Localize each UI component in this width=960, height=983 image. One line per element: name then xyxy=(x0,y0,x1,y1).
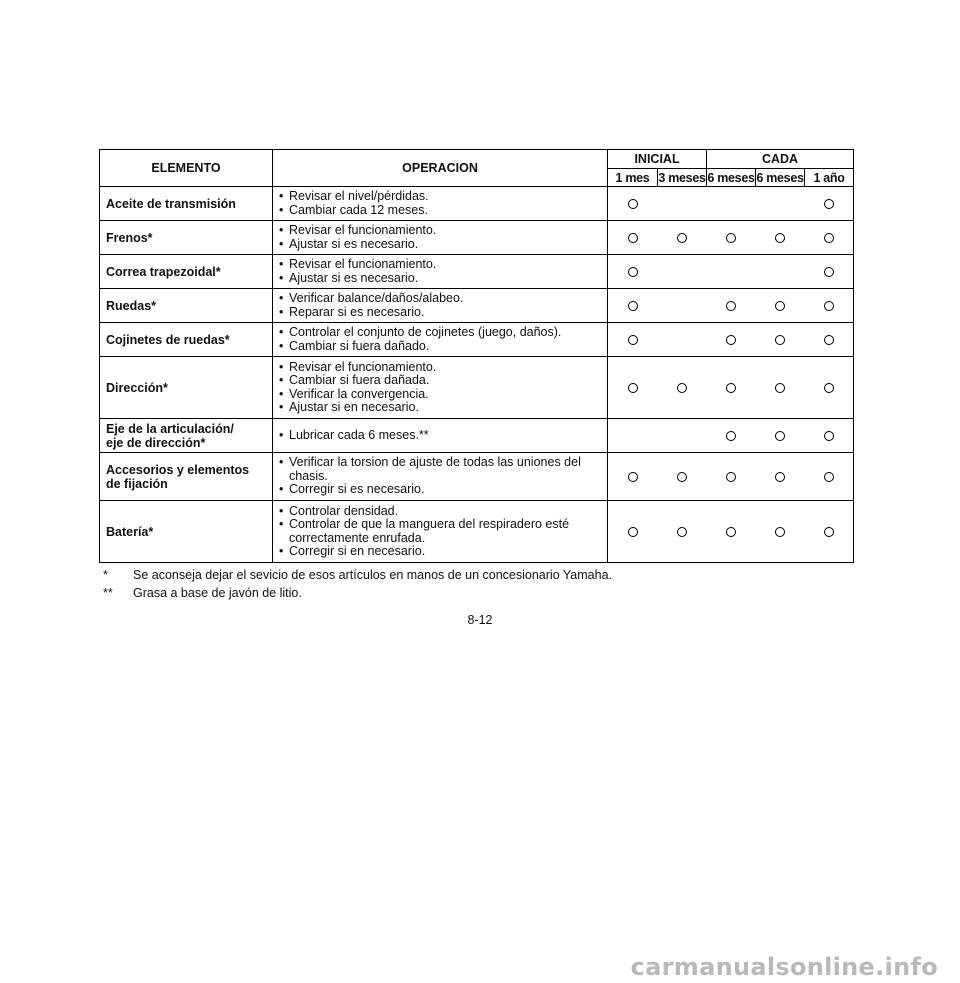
circle-mark-icon xyxy=(775,233,785,243)
interval-cell xyxy=(608,289,658,323)
operation-item: • Controlar de que la manguera del respiradero esté correctamente enrufada. xyxy=(279,518,603,545)
table-row xyxy=(100,221,854,255)
circle-mark-icon xyxy=(677,527,687,537)
operation-item: • Controlar el conjunto de cojinetes (juego, daños). xyxy=(279,326,603,340)
interval-cell xyxy=(707,323,756,357)
interval-cell xyxy=(658,187,707,221)
circle-mark-icon xyxy=(628,383,638,393)
table-row xyxy=(100,187,854,221)
elemento-line: Accesorios y elementos xyxy=(106,462,250,477)
interval-cell xyxy=(707,501,756,563)
row-operacion xyxy=(273,453,608,501)
operation-item: • Cambiar si fuera dañada. xyxy=(279,374,603,388)
interval-cell xyxy=(608,255,658,289)
circle-mark-icon xyxy=(677,383,687,393)
operation-list xyxy=(279,190,603,217)
table-row xyxy=(100,357,854,419)
elemento-line: Correa trapezoidal* xyxy=(106,264,221,279)
interval-cell xyxy=(608,187,658,221)
footnote-mark: * xyxy=(103,568,108,582)
elemento-line: Ruedas* xyxy=(106,298,157,313)
interval-cell xyxy=(707,255,756,289)
circle-mark-icon xyxy=(824,199,834,209)
circle-mark-icon xyxy=(824,527,834,537)
circle-mark-icon xyxy=(775,472,785,482)
row-elemento xyxy=(100,357,273,419)
circle-mark-icon xyxy=(628,301,638,311)
interval-cell xyxy=(658,419,707,453)
interval-cell xyxy=(805,255,854,289)
circle-mark-icon xyxy=(677,472,687,482)
interval-cell xyxy=(805,323,854,357)
row-operacion xyxy=(273,289,608,323)
elemento-line: Cojinetes de ruedas* xyxy=(106,332,230,347)
interval-cell xyxy=(805,289,854,323)
table-row xyxy=(100,255,854,289)
elemento-line: Dirección* xyxy=(106,380,168,395)
interval-cell xyxy=(805,221,854,255)
interval-cell xyxy=(608,501,658,563)
interval-cell xyxy=(707,357,756,419)
interval-cell xyxy=(756,255,805,289)
interval-cell xyxy=(608,221,658,255)
row-operacion xyxy=(273,323,608,357)
header-interval-5: 1 año xyxy=(805,169,854,187)
circle-mark-icon xyxy=(824,233,834,243)
row-operacion xyxy=(273,501,608,563)
header-interval-4: 6 meses xyxy=(756,170,804,185)
interval-cell xyxy=(756,357,805,419)
row-operacion xyxy=(273,419,608,453)
circle-mark-icon xyxy=(726,233,736,243)
interval-cell xyxy=(658,501,707,563)
row-elemento xyxy=(100,255,273,289)
row-elemento xyxy=(100,323,273,357)
circle-mark-icon xyxy=(677,233,687,243)
circle-mark-icon xyxy=(775,431,785,441)
table-row xyxy=(100,453,854,501)
circle-mark-icon xyxy=(628,233,638,243)
interval-cell xyxy=(756,289,805,323)
circle-mark-icon xyxy=(824,472,834,482)
interval-cell xyxy=(608,453,658,501)
circle-mark-icon xyxy=(824,383,834,393)
header-interval-2: 3 meses xyxy=(658,170,706,185)
interval-cell xyxy=(805,357,854,419)
header-interval-3: 6 meses xyxy=(707,170,755,185)
row-elemento xyxy=(100,221,273,255)
circle-mark-icon xyxy=(824,335,834,345)
table-body xyxy=(100,187,854,563)
row-elemento xyxy=(100,419,273,453)
footnote xyxy=(103,586,863,601)
header-elemento: ELEMENTO xyxy=(100,150,273,187)
operation-item: • Ajustar si es necesario. xyxy=(279,272,603,286)
table-row xyxy=(100,419,854,453)
elemento-line: Aceite de transmisión xyxy=(106,196,236,211)
circle-mark-icon xyxy=(628,527,638,537)
interval-cell xyxy=(805,187,854,221)
footnote-mark: ** xyxy=(103,586,113,600)
elemento-line: Batería* xyxy=(106,524,154,539)
operation-item: • Revisar el nivel/pérdidas. xyxy=(279,190,603,204)
watermark: carmanualsonline.info xyxy=(630,953,938,981)
circle-mark-icon xyxy=(628,335,638,345)
operation-list xyxy=(279,429,603,443)
circle-mark-icon xyxy=(726,431,736,441)
header-cada: CADA xyxy=(707,150,854,169)
footnote xyxy=(103,568,863,583)
row-elemento xyxy=(100,453,273,501)
operation-list xyxy=(279,326,603,353)
interval-cell xyxy=(756,221,805,255)
circle-mark-icon xyxy=(628,199,638,209)
circle-mark-icon xyxy=(628,267,638,277)
row-operacion xyxy=(273,255,608,289)
operation-item: • Verificar la torsion de ajuste de todas las uniones del chasis. xyxy=(279,456,603,483)
operation-item: • Corregir si es necesario. xyxy=(279,483,603,497)
operation-item: • Controlar densidad. xyxy=(279,505,603,519)
row-elemento xyxy=(100,187,273,221)
operation-list xyxy=(279,258,603,285)
page-number: 8-12 xyxy=(467,613,493,627)
table-row xyxy=(100,323,854,357)
footnote-text: Grasa a base de javón de litio. xyxy=(133,586,302,600)
operation-item: • Verificar la convergencia. xyxy=(279,388,603,402)
footnotes xyxy=(103,568,863,604)
footnote-text: Se aconseja dejar el sevicio de esos artículos en manos de un concesionario Yamaha. xyxy=(133,568,612,582)
interval-cell xyxy=(608,419,658,453)
row-elemento xyxy=(100,289,273,323)
interval-cell xyxy=(756,453,805,501)
interval-cell xyxy=(805,501,854,563)
circle-mark-icon xyxy=(824,431,834,441)
operation-item: • Reparar si es necesario. xyxy=(279,306,603,320)
header-operacion: OPERACION xyxy=(273,150,608,187)
circle-mark-icon xyxy=(824,267,834,277)
circle-mark-icon xyxy=(726,335,736,345)
operation-list xyxy=(279,292,603,319)
interval-cell xyxy=(805,453,854,501)
row-operacion xyxy=(273,357,608,419)
table-row xyxy=(100,289,854,323)
row-elemento xyxy=(100,501,273,563)
operation-item: • Verificar balance/daños/alabeo. xyxy=(279,292,603,306)
elemento-line: de fijación xyxy=(106,476,168,491)
table-row xyxy=(100,501,854,563)
interval-cell xyxy=(756,187,805,221)
elemento-line: Eje de la articulación/ xyxy=(106,421,234,436)
circle-mark-icon xyxy=(824,301,834,311)
operation-item: • Revisar el funcionamiento. xyxy=(279,361,603,375)
interval-cell xyxy=(658,255,707,289)
row-operacion xyxy=(273,221,608,255)
circle-mark-icon xyxy=(726,472,736,482)
operation-item: • Revisar el funcionamiento. xyxy=(279,224,603,238)
interval-cell xyxy=(608,357,658,419)
operation-item: • Cambiar cada 12 meses. xyxy=(279,204,603,218)
maintenance-table xyxy=(99,149,854,563)
interval-cell xyxy=(756,323,805,357)
operation-item: • Revisar el funcionamiento. xyxy=(279,258,603,272)
interval-cell xyxy=(707,453,756,501)
circle-mark-icon xyxy=(775,301,785,311)
circle-mark-icon xyxy=(726,527,736,537)
operation-item: • Lubricar cada 6 meses.** xyxy=(279,429,603,443)
interval-cell xyxy=(707,289,756,323)
interval-cell xyxy=(658,289,707,323)
interval-cell xyxy=(658,221,707,255)
interval-cell xyxy=(707,419,756,453)
interval-cell xyxy=(608,323,658,357)
interval-cell xyxy=(707,221,756,255)
interval-cell xyxy=(658,453,707,501)
operation-list xyxy=(279,505,603,559)
operation-item: • Ajustar si es necesario. xyxy=(279,238,603,252)
interval-cell xyxy=(707,187,756,221)
elemento-line: Frenos* xyxy=(106,230,153,245)
circle-mark-icon xyxy=(628,472,638,482)
circle-mark-icon xyxy=(775,527,785,537)
circle-mark-icon xyxy=(726,301,736,311)
interval-cell xyxy=(805,419,854,453)
interval-cell xyxy=(756,501,805,563)
interval-cell xyxy=(658,323,707,357)
interval-cell xyxy=(658,357,707,419)
circle-mark-icon xyxy=(775,383,785,393)
elemento-line: eje de dirección* xyxy=(106,435,206,450)
row-operacion xyxy=(273,187,608,221)
header-inicial: INICIAL xyxy=(608,150,707,169)
circle-mark-icon xyxy=(775,335,785,345)
operation-item: • Cambiar si fuera dañado. xyxy=(279,340,603,354)
interval-cell xyxy=(756,419,805,453)
circle-mark-icon xyxy=(726,383,736,393)
header-interval-1: 1 mes xyxy=(608,169,658,187)
operation-item: • Corregir si en necesario. xyxy=(279,545,603,559)
operation-list xyxy=(279,456,603,497)
operation-item: • Ajustar si en necesario. xyxy=(279,401,603,415)
operation-list xyxy=(279,224,603,251)
operation-list xyxy=(279,361,603,415)
